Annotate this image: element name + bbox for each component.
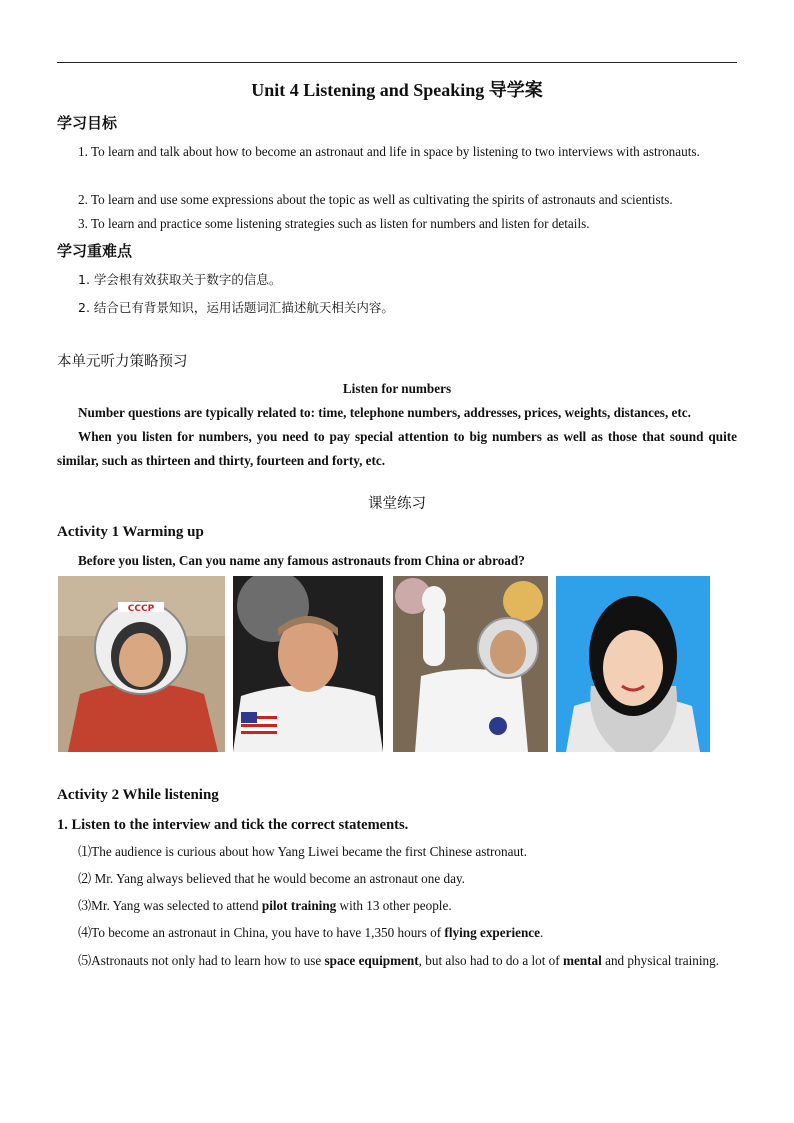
strategy-subtitle: Listen for numbers bbox=[342, 381, 452, 396]
objectives-heading: 学习目标 bbox=[57, 114, 118, 132]
strategy-para-1: Number questions are typically related to: time, telephone numbers, addresses, prices, weights, distances, etc. bbox=[78, 405, 691, 420]
statement-2: ⑵ Mr. Yang always believed that he would become an astronaut one day. bbox=[78, 871, 465, 886]
strategy-para-2: When you listen for numbers, you need to pay special attention to big numbers as well as those that sound quite similar, such as thirteen and thirty, fourteen and forty, etc. bbox=[57, 429, 737, 468]
bold-term: space equipment bbox=[324, 953, 419, 968]
astronaut-woman-photo bbox=[556, 576, 710, 752]
header-rule bbox=[57, 62, 737, 63]
statement-5: ⑸Astronauts not only had to learn how to use space equipment, but also had to do a lot of mental and physical training. bbox=[78, 953, 719, 968]
key-point-1: 1. 学会根有效获取关于数字的信息。 bbox=[78, 272, 282, 287]
astronaut-waving-photo bbox=[393, 576, 548, 752]
page-title: Unit 4 Listening and Speaking 导学案 bbox=[251, 80, 543, 100]
astronaut-cccp-photo bbox=[58, 576, 225, 752]
objective-2: 2. To learn and use some expressions about the topic as well as cultivating the spirits of astronauts and scientists. bbox=[78, 192, 673, 207]
activity1-question: Before you listen, Can you name any famous astronauts from China or abroad? bbox=[78, 553, 525, 568]
astronaut-usa-photo bbox=[233, 576, 383, 752]
activity2-heading: Activity 2 While listening bbox=[57, 787, 219, 803]
statement-1: ⑴The audience is curious about how Yang Liwei became the first Chinese astronaut. bbox=[78, 844, 527, 859]
activity2-task: 1. Listen to the interview and tick the correct statements. bbox=[57, 817, 409, 833]
key-point-2: 2. 结合已有背景知识，运用话题词汇描述航天相关内容。 bbox=[78, 300, 394, 315]
statement-3: ⑶Mr. Yang was selected to attend pilot training with 13 other people. bbox=[78, 898, 452, 913]
svg-text:CCCP: CCCP bbox=[127, 604, 155, 614]
strategy-heading: 本单元听力策略预习 bbox=[57, 354, 188, 370]
objective-3: 3. To learn and practice some listening strategies such as listen for numbers and listen for details. bbox=[78, 216, 590, 231]
statement-4: ⑷To become an astronaut in China, you have to have 1,350 hours of flying experience. bbox=[78, 925, 544, 940]
bold-term: flying experience bbox=[444, 925, 541, 940]
bold-term: mental bbox=[562, 953, 602, 968]
bold-term: pilot training bbox=[261, 898, 337, 913]
key-points-heading: 学习重难点 bbox=[57, 242, 133, 260]
objective-1: 1. To learn and talk about how to become an astronaut and life in space by listening to two interviews with astronauts. bbox=[78, 144, 700, 159]
activity1-heading: Activity 1 Warming up bbox=[57, 524, 204, 540]
practice-heading: 课堂练习 bbox=[368, 496, 426, 512]
